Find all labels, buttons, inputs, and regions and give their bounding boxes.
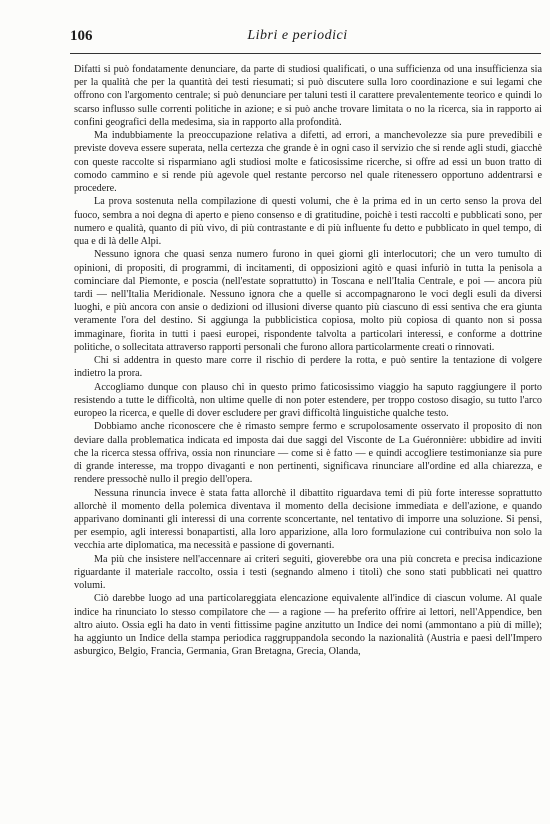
paragraph: Accogliamo dunque con plauso chi in questo primo faticosissimo viaggio ha saputo raggiungere il porto resistendo a tutte le difficoltà, non ultime quelle di non poter estendere, per troppo costoso disagio, su tutto l'arco europeo la ricerca, e quelle di dover escludere per gravi difficoltà linguistiche qualche testo. <box>74 381 542 420</box>
paragraph: Chi si addentra in questo mare corre il rischio di perdere la rotta, e può sentire la tentazione di volgere indietro la prora. <box>74 355 542 380</box>
page-header <box>70 28 525 48</box>
paragraph: Difatti si può fondatamente denunciare, da parte di studiosi qualificati, o una sufficienza od una insufficienza sia per la qualità che per la quantità dei testi riesumati; si può discutere sulla loro coordinazione e sui legami che offrono con l'argomento centrale; si può denunciare per taluni testi il carattere prevalentemente teorico e quindi lo scarso influsso sulle correnti politiche in azione; e si può anche trovare limitata o no la ricerca, sia in rapporto ai confini geografici della medesima, sia in rapporto alla profondità. <box>74 64 542 128</box>
paragraph: Ma indubbiamente la preoccupazione relativa a difetti, ad errori, a manchevolezze sia pure prevedibili e previste doveva essere superata, nella certezza che grande è in ogni caso il servizio che si rende agli studi, giacchè con queste raccolte si risparmiano agli studiosi molte e faticosissime ricerche, si offre ad essi un buon tratto di comodo cammino e si rende più agevole quel restante percorso nel quale ritenessero opportuno addentrarsi e procedere. <box>74 130 542 195</box>
paragraph: Ciò darebbe luogo ad una particolareggiata elencazione equivalente all'indice di ciascun volume. Al quale indice ha rinunciato lo stesso compilatore che — a ragione — ha preferito offrire ai lettori, nell'Appendice, ben altro aiuto. Ossia egli ha dato in venti fittissime pagine anzitutto un Indice dei nomi (ammontano a più di mille); ha aggiunto un Indice della stampa periodica raggruppandola secondo la nazionalità (Austria e paesi dell'Impero asburgico, Belgio, Francia, Germania, Gran Bretagna, Grecia, Olanda, <box>74 593 542 658</box>
paragraph: Nessuno ignora che quasi senza numero furono in quei giorni gli interlocutori; che un vero tumulto di opinioni, di propositi, di programmi, di incitamenti, di opposizioni agitò e quasi infuriò in tutta la penisola a cominciare dal Piemonte, e poscia (nell'estate soprattutto) in Toscana e nell'Italia Centrale, e poi — ancora più tardi — nell'Italia Meridionale. Nessuno ignora che a quelle si accompagnarono le voci degli esuli da diversi luoghi, e più ancora con ansie o dedizioni od illusioni diverse quanto più ciascuno di essi sentiva che era giunta veramente l'ora del destino. Si aggiunga la pubblicistica copiosa, molto più copiosa di quanto non si possa immaginare, fiorita in tutti i paesi europei, rispondente talvolta a particolari interessi, e conforme a dottrine politiche, o sollecitata attraverso rapporti personali che furono allora particolarmente creati o rinnovati. <box>74 249 542 353</box>
body-text <box>74 63 542 659</box>
paragraph: Nessuna rinuncia invece è stata fatta allorchè il dibattito riguardava temi di più forte interesse soprattutto allorchè il momento della polemica diventava il momento della decisione immediata e dell'azione, e quando apparivano dominanti gli interessi di una corrente sconcertante, nel tentativo di imporre una soluzione. Si pensi, per esempio, agli interessi bonapartisti, alla loro apparizione, alla loro formulazione cui contribuiva non solo la vecchia arte diplomatica, ma necessità e passione di governanti. <box>74 487 542 552</box>
paragraph: Dobbiamo anche riconoscere che è rimasto sempre fermo e scrupolosamente osservato il proposito di non deviare dalla problematica indicata ed imposta dai due saggi del Visconte de La Guéronnière: ubbidire ad inviti che la ricerca stessa offriva, ossia non rinunciare — come si è fatto — e quindi accogliere testimonianze sia pure di grande interesse, ma troppo divaganti e non pertinenti, significava rinunciare all'ordine ed alla chiarezza, e rendere pressochè nullo il pregio dell'opera. <box>74 421 542 486</box>
paragraph: Ma più che insistere nell'accennare ai criteri seguiti, gioverebbe ora una più concreta e precisa indicazione riguardante il materiale raccolto, ossia i testi (segnando almeno i titoli) che sono stati pubblicati nei quattro volumi. <box>74 553 542 592</box>
paragraph: La prova sostenuta nella compilazione di questi volumi, che è la prima ed in un certo senso la prova del fuoco, sembra a noi degna di aperto e pieno consenso e di gratitudine, poichè i testi raccolti e pubblicati sono, per numero e qualità, quanto di più vivo, di più contrastante e di più influente fu detto e pubblicato in quel tempo, di qua e di là delle Alpi. <box>74 196 542 248</box>
header-rule <box>70 53 541 54</box>
running-title: Libri e periodici <box>247 28 348 43</box>
page-number: 106 <box>70 28 93 44</box>
